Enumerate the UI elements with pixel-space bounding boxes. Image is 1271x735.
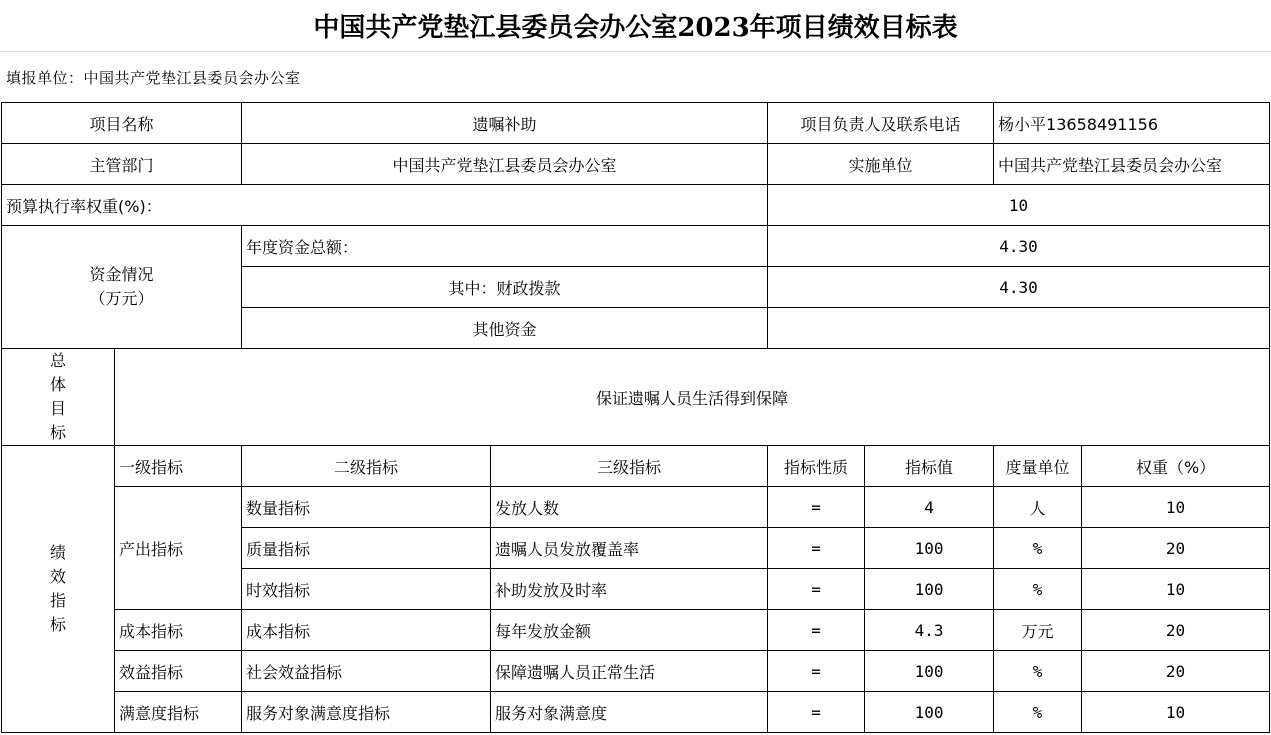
level2-cell: 时效指标 [242,569,491,610]
level2-cell: 成本指标 [242,610,491,651]
funds-label [2,226,242,349]
unit-cell: 人 [994,487,1082,528]
unit-cell: % [994,692,1082,733]
nature-cell: = [768,692,865,733]
value-cell: 4.3 [865,610,994,651]
header-level3: 三级指标 [491,446,768,487]
funds-fiscal-value: 4.30 [768,267,1270,308]
value-cell: 100 [865,528,994,569]
weight-cell: 10 [1082,487,1270,528]
project-name-value: 遗嘱补助 [242,103,768,144]
funds-other-value [768,308,1270,349]
nature-cell: = [768,528,865,569]
value-cell: 100 [865,692,994,733]
table-row [2,487,1270,528]
table-row [2,651,1270,692]
level3-cell: 服务对象满意度 [491,692,768,733]
contact-label: 项目负责人及联系电话 [768,103,994,144]
value-cell: 100 [865,569,994,610]
performance-table [1,102,1270,733]
overall-goal-label: 总 体 目 标 [2,349,115,446]
weight-cell: 10 [1082,692,1270,733]
nature-cell: = [768,651,865,692]
unit-cell: % [994,569,1082,610]
contact-value: 杨小平13658491156 [994,103,1270,144]
funds-label-line2: （万元） [89,289,154,308]
impl-label: 实施单位 [768,144,994,185]
weight-cell: 20 [1082,610,1270,651]
impl-value: 中国共产党垫江县委员会办公室 [994,144,1270,185]
level3-cell: 保障遗嘱人员正常生活 [491,651,768,692]
table-row [2,692,1270,733]
nature-cell: = [768,569,865,610]
header-level2: 二级指标 [242,446,491,487]
page-title: 中国共产党垫江县委员会办公室2023年项目绩效目标表 [0,0,1271,52]
nature-cell: = [768,487,865,528]
weight-cell: 20 [1082,651,1270,692]
unit-cell: % [994,651,1082,692]
indicator-header-row [2,446,1270,487]
budget-weight-value: 10 [768,185,1270,226]
unit-cell: 万元 [994,610,1082,651]
level3-cell: 遗嘱人员发放覆盖率 [491,528,768,569]
level2-cell: 数量指标 [242,487,491,528]
header-value: 指标值 [865,446,994,487]
indicators-label: 绩 效 指 标 [2,446,115,733]
value-cell: 4 [865,487,994,528]
overall-goal-text: 保证遗嘱人员生活得到保障 [115,349,1270,446]
dept-label: 主管部门 [2,144,242,185]
dept-value: 中国共产党垫江县委员会办公室 [242,144,768,185]
level3-cell: 发放人数 [491,487,768,528]
row-project-name [2,103,1270,144]
value-cell: 100 [865,651,994,692]
row-funds-total [2,226,1270,267]
level2-cell: 社会效益指标 [242,651,491,692]
level1-output: 产出指标 [115,487,242,610]
header-unit: 度量单位 [994,446,1082,487]
weight-cell: 20 [1082,528,1270,569]
fill-unit: 填报单位：中国共产党垫江县委员会办公室 [6,68,301,87]
level3-cell: 每年发放金额 [491,610,768,651]
funds-total-value: 4.30 [768,226,1270,267]
level3-cell: 补助发放及时率 [491,569,768,610]
level1-satisfaction: 满意度指标 [115,692,242,733]
funds-label-line1: 资金情况 [89,265,154,284]
table-row [2,610,1270,651]
funds-other-label: 其他资金 [242,308,768,349]
funds-fiscal-label: 其中：财政拨款 [242,267,768,308]
row-budget-weight [2,185,1270,226]
header-weight: 权重（%） [1082,446,1270,487]
header-nature: 指标性质 [768,446,865,487]
nature-cell: = [768,610,865,651]
row-overall-goal [2,349,1270,446]
unit-cell: % [994,528,1082,569]
row-dept [2,144,1270,185]
level1-cost: 成本指标 [115,610,242,651]
level2-cell: 质量指标 [242,528,491,569]
funds-total-label: 年度资金总额： [242,226,768,267]
level1-benefit: 效益指标 [115,651,242,692]
weight-cell: 10 [1082,569,1270,610]
project-name-label: 项目名称 [2,103,242,144]
budget-weight-label: 预算执行率权重(%)： [2,185,768,226]
level2-cell: 服务对象满意度指标 [242,692,491,733]
header-level1: 一级指标 [115,446,242,487]
